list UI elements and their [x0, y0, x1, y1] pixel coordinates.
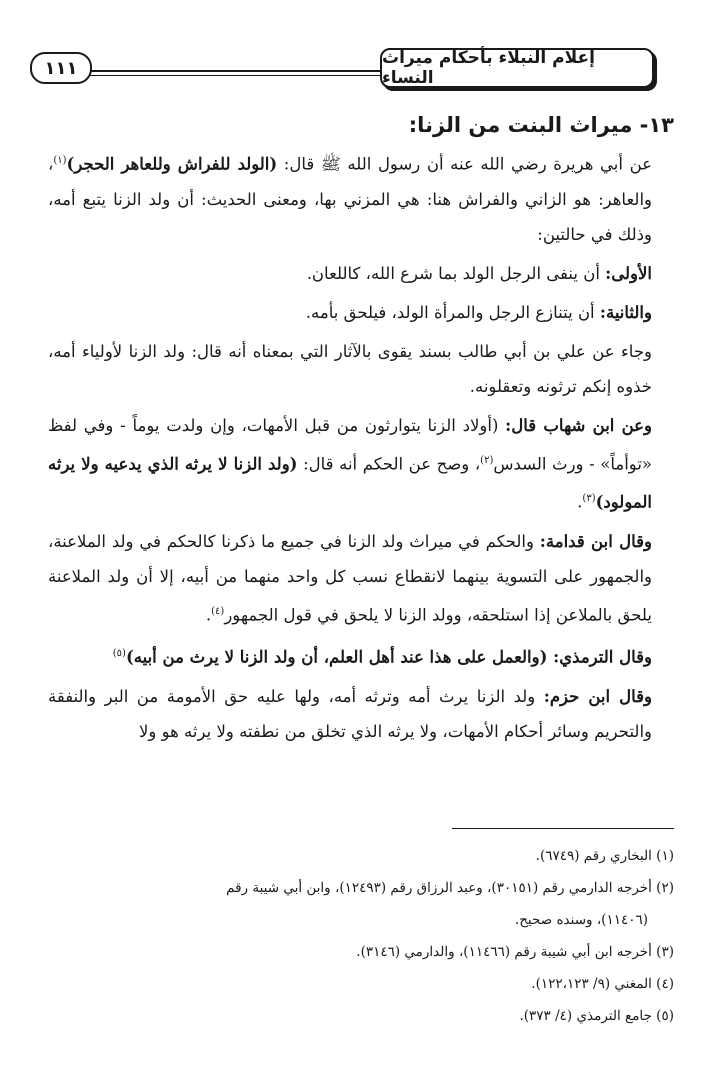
footnote-2	[60, 872, 674, 936]
p1-hadith: (الولد للفراش وللعاهر الحجر)	[66, 154, 278, 174]
footnote-ref-4: (٤)	[211, 605, 225, 617]
p2-text: أن ينفى الرجل الولد بما شرع الله، كاللعان.	[306, 263, 606, 283]
footnote-1-text: (١) البخاري رقم (٦٧٤٩).	[535, 848, 674, 864]
footnote-3	[60, 936, 674, 968]
book-title: إعلام النبلاء بأحكام ميراث النساء	[382, 48, 595, 88]
footnote-3-text: (٣) أخرجه ابن أبي شيبة رقم (١١٤٦٦)، والدارمي (٣١٤٦).	[356, 944, 674, 960]
p5-text2: ، وصح عن الحكم أنه قال:	[297, 454, 481, 473]
p2-label: الأولى:	[605, 263, 652, 283]
p5-end: .	[577, 492, 583, 512]
footnotes	[60, 840, 674, 1032]
paragraph-2	[48, 256, 674, 291]
paragraph-3	[48, 295, 674, 330]
footnote-separator	[452, 828, 674, 829]
footnote-2-continuation: (١١٤٠٦)، وسنده صحيح.	[514, 912, 648, 928]
p5-bold: (ولد الزنا لا يرثه الذي يدعيه ولا يرثه المولود)	[48, 454, 652, 512]
p6-end: .	[205, 605, 212, 624]
p8-text: ولد الزنا يرث أمه وترثه أمه، ولها عليه حق الأمومة من البر والنفقة والتحريم وسائر أحكام الأمهات، ولا يرثه الذي تخلق من نطفته ولا يرثه هو ولا	[48, 686, 652, 741]
footnote-ref-2: (٢)	[480, 454, 494, 466]
footnote-4-text: (٤) المغني (٩/ ١٢٢،١٢٣).	[531, 976, 674, 992]
p3-label: والثانية:	[599, 302, 652, 322]
footnote-5-text: (٥) جامع الترمذي (٤/ ٣٧٣).	[519, 1008, 674, 1024]
footnote-ref-1: (١)	[53, 155, 67, 166]
paragraph-7	[48, 636, 674, 675]
p8-label: وقال ابن حزم:	[543, 686, 652, 706]
footnote-5	[60, 1000, 674, 1032]
section-heading: ١٣- ميراث البنت من الزنا:	[408, 113, 674, 137]
p5-label: وعن ابن شهاب قال:	[505, 415, 652, 435]
p7-text: (والعمل على هذا عند أهل العلم، أن ولد الزنا لا يرث من أبيه)	[125, 647, 554, 667]
footnote-4	[60, 968, 674, 1000]
p7-label: وقال الترمذي:	[553, 647, 652, 667]
running-title	[380, 48, 654, 88]
footnote-ref-3: (٣)	[582, 493, 596, 504]
p3-text: أن يتنازع الرجل والمرأة الولد، فيلحق بأمه.	[305, 302, 600, 322]
paragraph-8	[48, 679, 674, 749]
page-number: ١١١	[44, 57, 78, 79]
footnote-ref-5: (٥)	[112, 648, 126, 659]
p1-rest: ، والعاهر: هو الزاني والفراش هنا: هي المزني بها، ومعنى الحديث: أن ولد الزنا يتبع أمه، وذلك في حالتين:	[48, 154, 652, 244]
paragraph-6	[48, 524, 674, 633]
footnote-2-text: (٢) أخرجه الدارمي رقم (٣٠١٥١)، وعبد الرزاق رقم (١٢٤٩٣)، وابن أبي شيبة رقم	[226, 880, 674, 896]
page-number-badge	[30, 52, 92, 84]
p1-lead: عن أبي هريرة رضي الله عنه أن رسول الله ﷺ قال:	[277, 154, 652, 174]
p6-label: وقال ابن قدامة:	[539, 531, 652, 551]
paragraph-4	[48, 334, 674, 404]
paragraph-5	[48, 408, 674, 520]
main-text	[48, 105, 674, 753]
p6-text: والحكم في ميراث ولد الزنا في جميع ما ذكرنا كالحكم في ولد الملاعنة، والجمهور على التسوية بينهما لانقطاع نسب كل واحد منهما من أبيه، إلا أن ولد الملاعنة يلحق بالملاعن إذا استلحقه، وولد الزنا لا يلحق في قول الجمهور	[48, 531, 652, 624]
p4-text: وجاء عن علي بن أبي طالب بسند يقوى بالآثار التي بمعناه أنه قال: ولد الزنا لأولياء أمه، خذوه إنكم ترثونه وتعقلونه.	[48, 341, 652, 396]
footnote-1	[60, 840, 674, 872]
p5-text1: (أولاد الزنا يتوارثون من قبل الأمهات، وإن ولدت يوماً - وفي لفظ «توأماً» - ورث السدس	[48, 415, 653, 473]
paragraph-1	[48, 143, 674, 252]
